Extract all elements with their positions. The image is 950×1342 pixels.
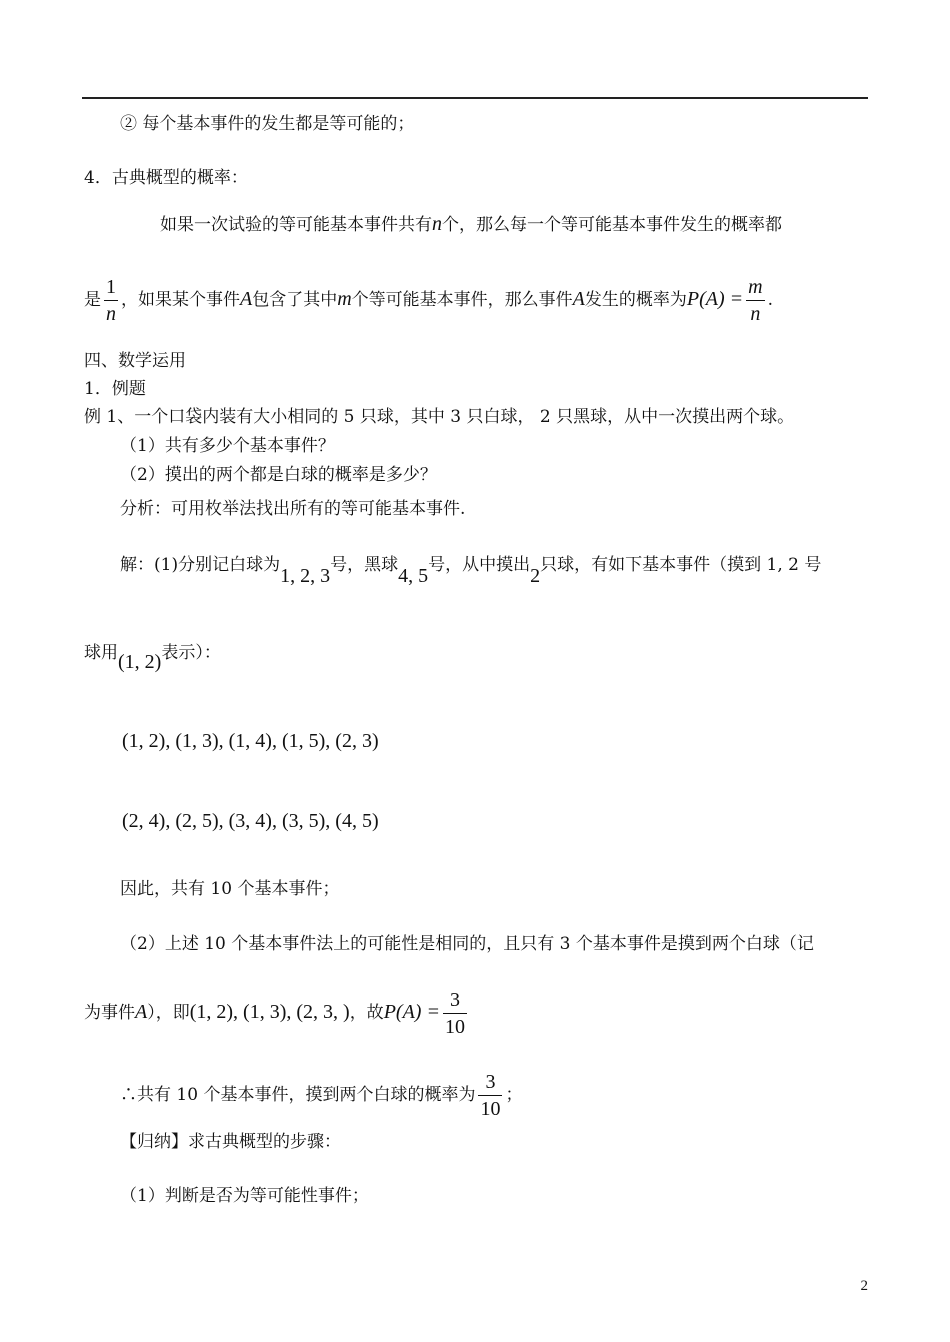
def-text-2a: 是 xyxy=(84,290,101,310)
var-A: A xyxy=(135,1001,148,1023)
def-text-1a: 如果一次试验的等可能基本事件共有 xyxy=(160,215,432,235)
section-four-title: 四、数学运用 xyxy=(84,351,186,371)
section-4-title: 4．古典概型的概率： xyxy=(84,168,248,188)
fraction-one-over-n xyxy=(104,276,118,325)
white-pairs: (1, 2), (1, 3), (2, 3, ) xyxy=(189,1001,350,1023)
sol-text-b: 号，黑球 xyxy=(330,555,399,575)
def-text-2e: 发生的概率为 xyxy=(584,290,687,310)
def-text-1b: 个，那么每一个等可能基本事件发生的概率都 xyxy=(442,215,782,235)
fraction-numerator: 1 xyxy=(104,276,118,301)
step-1: （1）判断是否为等可能性事件； xyxy=(120,1186,369,1206)
question-1: （1）共有多少个基本事件？ xyxy=(120,436,335,456)
subsection-examples: 1．例题 xyxy=(84,379,146,399)
fraction-m-over-n xyxy=(746,276,764,325)
question-2: （2）摸出的两个都是白球的概率是多少？ xyxy=(120,465,437,485)
p2-text-b: ），即 xyxy=(147,1003,190,1023)
def-text-2f: . xyxy=(767,290,773,310)
white-ball-numbers: 1, 2, 3 xyxy=(280,565,331,587)
fraction-denominator: 10 xyxy=(444,1016,465,1038)
def-text-2d: 个等可能基本事件，那么事件 xyxy=(351,290,573,310)
sol-text-d: 只球，有如下基本事件（摸到 1, 2 号 xyxy=(540,555,822,575)
probability-expression: P(A) = xyxy=(686,288,744,310)
conclusion xyxy=(120,1068,522,1122)
fraction-3-over-10 xyxy=(443,989,467,1038)
ball-count: 2 xyxy=(530,565,541,587)
example-1: 例 1、一个口袋内装有大小相同的 5 只球，其中 3 只白球， 2 只黑球，从中一次摸出两个球。 xyxy=(84,407,795,427)
black-ball-numbers: 4, 5 xyxy=(398,565,429,587)
var-n: n xyxy=(432,213,442,235)
def-text-2b: ，如果某个事件 xyxy=(121,290,240,310)
sol-text-a: 解：(1)分别记白球为 xyxy=(120,555,281,575)
sol-text-c: 号，从中摸出 xyxy=(428,555,531,575)
summary-heading: 【归纳】求古典概型的步骤： xyxy=(120,1132,341,1152)
def-text-2c: 包含了其中 xyxy=(252,290,338,310)
p2-text-c: ，故 xyxy=(349,1003,384,1023)
analysis: 分析：可用枚举法找出所有的等可能基本事件. xyxy=(120,499,466,519)
events-row-1: (1, 2), (1, 3), (1, 4), (1, 5), (2, 3) xyxy=(122,730,379,752)
fraction-denominator: n xyxy=(106,303,116,325)
solution-line-1 xyxy=(120,549,822,587)
fraction-numerator: 3 xyxy=(443,989,467,1014)
page-number: 2 xyxy=(860,1278,868,1294)
solution-line-2 xyxy=(84,637,221,673)
p2-text-a: 为事件 xyxy=(84,1003,135,1023)
concl-text-a: ∴共有 10 个基本事件，摸到两个白球的概率为 xyxy=(120,1085,476,1105)
definition-line-2 xyxy=(84,274,773,325)
part-2-line-2 xyxy=(84,985,470,1040)
definition-line-1 xyxy=(160,213,782,236)
concl-text-b: ； xyxy=(505,1085,523,1105)
probability-expression: P(A) = xyxy=(383,1001,440,1023)
fraction-denominator: n xyxy=(750,303,761,325)
var-A: A xyxy=(572,288,585,310)
sol-text-f: 表示）： xyxy=(161,643,221,663)
header-rule xyxy=(82,97,868,99)
sol-text-e: 球用 xyxy=(84,643,118,663)
total-events: 因此，共有 10 个基本事件； xyxy=(120,879,340,899)
fraction-numerator: 3 xyxy=(478,1071,502,1096)
item-equally-likely: ② 每个基本事件的发生都是等可能的； xyxy=(120,114,415,134)
fraction-numerator: m xyxy=(746,276,764,301)
pair-notation: (1, 2) xyxy=(118,651,162,673)
var-A: A xyxy=(240,288,253,310)
fraction-denominator: 10 xyxy=(480,1098,501,1120)
part-2-line-1: （2）上述 10 个基本事件法上的可能性是相同的，且只有 3 个基本事件是摸到两个白球（记 xyxy=(120,934,814,954)
events-row-2: (2, 4), (2, 5), (3, 4), (3, 5), (4, 5) xyxy=(122,810,379,832)
var-m: m xyxy=(337,288,352,310)
fraction-3-over-10 xyxy=(478,1071,502,1120)
